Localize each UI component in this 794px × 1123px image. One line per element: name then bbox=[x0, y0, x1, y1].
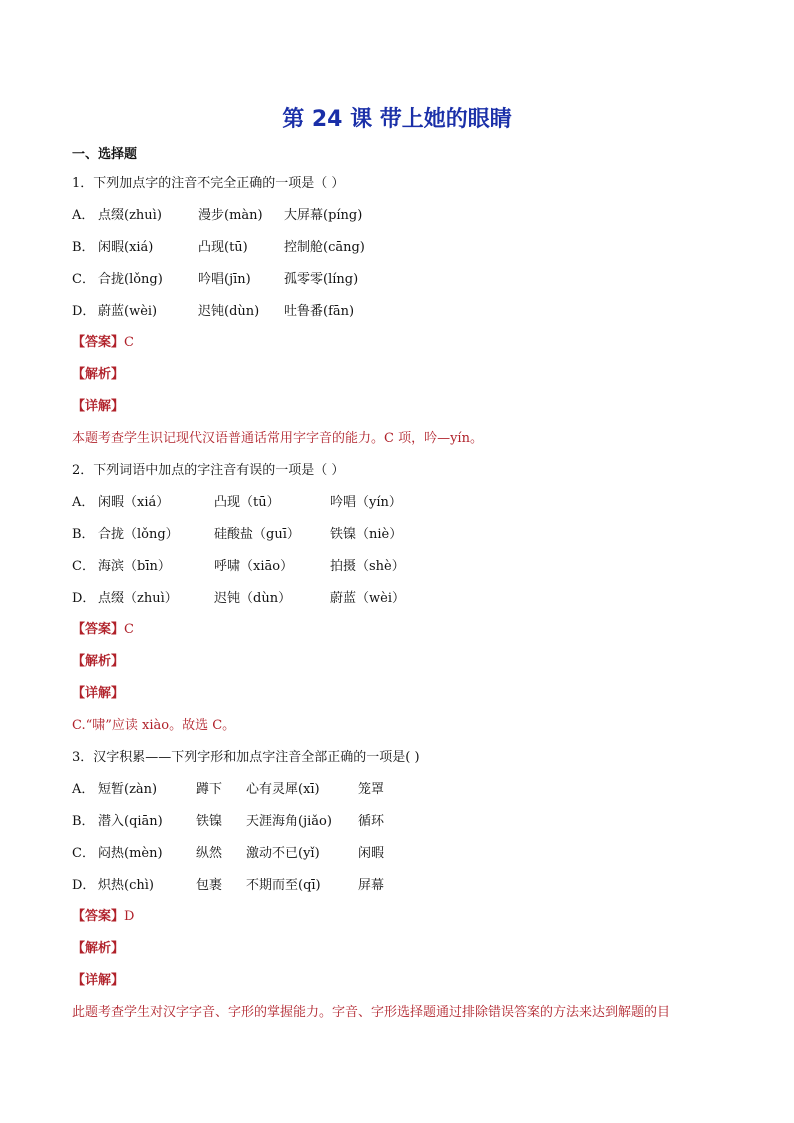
option-item: 吟唱(jīn) bbox=[198, 271, 251, 287]
option-item: 心有灵犀(xī) bbox=[246, 781, 320, 797]
option-label: A． bbox=[72, 781, 95, 797]
option-item: 呼啸（xiāo） bbox=[214, 558, 294, 574]
answer-label: 【答案】 bbox=[72, 622, 125, 638]
option-item: 吐鲁番(fān) bbox=[284, 303, 355, 319]
option-label: C． bbox=[72, 271, 95, 287]
answer-line bbox=[72, 901, 732, 933]
detail-text: 此题考查学生对汉字字音、字形的掌握能力。字音、字形选择题通过排除错误答案的方法来达到解题的目 bbox=[72, 1005, 671, 1021]
option-item: 孤零零(líng) bbox=[284, 271, 359, 287]
option-item: 硅酸盐（guī） bbox=[214, 526, 300, 542]
question-option bbox=[72, 806, 732, 838]
option-label: B． bbox=[72, 239, 95, 255]
option-label: C． bbox=[72, 845, 95, 861]
question-option bbox=[72, 264, 732, 296]
option-label: A． bbox=[72, 494, 95, 510]
option-label: B． bbox=[72, 526, 95, 542]
question-stem: 1．下列加点字的注音不完全正确的一项是（ ） bbox=[72, 176, 345, 191]
option-label: A． bbox=[72, 207, 95, 223]
option-label: D． bbox=[72, 590, 96, 606]
option-item: 包裹 bbox=[196, 877, 223, 893]
answer-value: C bbox=[124, 335, 134, 351]
question-option bbox=[72, 296, 732, 328]
option-item: 纵然 bbox=[196, 845, 223, 861]
option-item: 拍摄（shè） bbox=[330, 558, 405, 574]
option-label: C． bbox=[72, 558, 95, 574]
question-option bbox=[72, 838, 732, 870]
option-item: 迟钝(dùn) bbox=[198, 303, 260, 319]
option-item: 不期而至(qī) bbox=[246, 877, 321, 893]
option-item: 激动不已(yǐ) bbox=[246, 845, 320, 861]
question-stem: 3．汉字积累——下列字形和加点字注音全部正确的一项是( ) bbox=[72, 750, 420, 766]
analysis-label: 【解析】 bbox=[72, 367, 125, 383]
option-item: 闲暇(xiá) bbox=[98, 239, 154, 255]
option-item: 短暂(zàn) bbox=[98, 781, 158, 797]
detail-label: 【详解】 bbox=[72, 399, 125, 415]
answer-label: 【答案】 bbox=[72, 909, 125, 925]
option-item: 蔚蓝(wèi) bbox=[98, 303, 158, 319]
option-item: 潜入(qiān) bbox=[98, 813, 163, 829]
option-item: 点缀（zhuì） bbox=[98, 590, 178, 606]
answer-value: C bbox=[124, 622, 134, 638]
detail-text: 本题考查学生识记现代汉语普通话常用字字音的能力。C 项，吟—yín。 bbox=[72, 431, 483, 447]
question-option bbox=[72, 232, 732, 264]
option-item: 控制舱(cāng) bbox=[284, 239, 365, 255]
option-item: 迟钝（dùn） bbox=[214, 590, 292, 606]
question-option bbox=[72, 870, 732, 902]
option-item: 笼罩 bbox=[358, 781, 385, 797]
option-item: 铁镍 bbox=[196, 813, 223, 829]
question-option bbox=[72, 487, 732, 519]
option-item: 蹲下 bbox=[196, 781, 223, 797]
option-item: 凸现(tū) bbox=[198, 239, 248, 255]
page-title: 第 24 课 带上她的眼睛 bbox=[282, 107, 512, 132]
option-item: 炽热(chì) bbox=[98, 877, 154, 893]
option-item: 天涯海角(jiǎo) bbox=[246, 813, 332, 829]
question-stem: 2．下列词语中加点的字注音有误的一项是（ ） bbox=[72, 463, 345, 479]
section-heading: 一、选择题 bbox=[72, 147, 138, 162]
option-item: 屏幕 bbox=[358, 877, 385, 893]
option-item: 闷热(mèn) bbox=[98, 845, 163, 861]
option-item: 合拢（lǒng） bbox=[98, 526, 179, 542]
option-item: 凸现（tū） bbox=[214, 494, 280, 510]
option-label: B． bbox=[72, 813, 95, 829]
analysis-label: 【解析】 bbox=[72, 941, 125, 957]
option-label: D． bbox=[72, 877, 96, 893]
option-label: D． bbox=[72, 303, 96, 319]
option-item: 大屏幕(píng) bbox=[284, 207, 363, 223]
option-item: 循环 bbox=[358, 813, 385, 829]
question-option bbox=[72, 774, 732, 806]
option-item: 闲暇（xiá） bbox=[98, 494, 170, 510]
answer-line bbox=[72, 614, 732, 646]
option-item: 闲暇 bbox=[358, 845, 385, 861]
question-option bbox=[72, 519, 732, 551]
analysis-label: 【解析】 bbox=[72, 654, 125, 670]
detail-text: C.“啸”应读 xiào。故选 C。 bbox=[72, 718, 236, 734]
question-option bbox=[72, 551, 732, 583]
option-item: 吟唱（yín） bbox=[330, 494, 402, 510]
answer-label: 【答案】 bbox=[72, 335, 125, 351]
option-item: 点缀(zhuì) bbox=[98, 207, 162, 223]
answer-line bbox=[72, 327, 732, 359]
detail-label: 【详解】 bbox=[72, 973, 125, 989]
option-item: 漫步(màn) bbox=[198, 207, 263, 223]
document-body bbox=[72, 142, 732, 1029]
option-item: 海滨（bīn） bbox=[98, 558, 171, 574]
option-item: 合拢(lǒng) bbox=[98, 271, 163, 287]
question-option bbox=[72, 200, 732, 232]
question-option bbox=[72, 583, 732, 615]
option-item: 铁镍（niè） bbox=[330, 526, 403, 542]
answer-value: D bbox=[124, 909, 135, 925]
option-item: 蔚蓝（wèi） bbox=[330, 590, 405, 606]
detail-label: 【详解】 bbox=[72, 686, 125, 702]
